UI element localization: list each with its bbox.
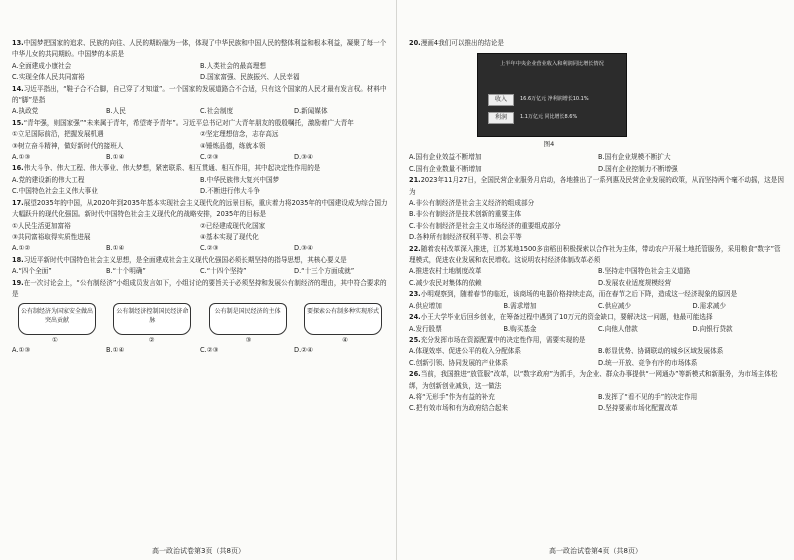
option-d[interactable]: D.新闻媒体: [294, 107, 328, 116]
question-23: [409, 289, 787, 300]
question-17-options: [12, 243, 388, 254]
option-a[interactable]: A.党的建设新的伟大工程: [12, 175, 85, 184]
statement-item: ③树立奋斗精神，做好新时代的接班人: [12, 141, 124, 150]
question-26: [409, 369, 787, 392]
question-18-options: [12, 266, 388, 277]
option-d[interactable]: D.③④: [294, 153, 313, 162]
question-stem: 小明观察到，随着春节的临近，该商场的电器价格持续走高，而在春节之后下降，造成这一经济现象的原因是: [420, 290, 738, 299]
question-19: [12, 278, 388, 301]
option-a[interactable]: A.①③: [12, 153, 31, 162]
question-20: [409, 38, 787, 49]
option-c[interactable]: C.实现全体人民共同富裕: [12, 73, 85, 82]
option-d[interactable]: D.国家富强、民族振兴、人民幸福: [200, 73, 300, 82]
option-b[interactable]: B.国有企业规模不断扩大: [598, 153, 671, 162]
question-number: 22.: [409, 244, 421, 253]
question-21: [409, 175, 787, 198]
question-17: [12, 198, 388, 221]
option-d[interactable]: D.各种所有制经济权利平等、机会平等: [409, 233, 522, 242]
revenue-label: 收入: [488, 94, 514, 106]
question-number: 18.: [12, 255, 24, 264]
option-d[interactable]: D.不断进行伟大斗争: [200, 187, 260, 196]
question-15-options: [12, 152, 388, 163]
statement-item: ①立足国际前沿，把握发展机遇: [12, 130, 104, 139]
option-d[interactable]: D.统一开放、竞争有序的市场体系: [598, 358, 698, 367]
scroll-numbers: [12, 336, 388, 345]
option-d[interactable]: D.③④: [294, 244, 313, 253]
question-number: 23.: [409, 290, 421, 299]
option-b[interactable]: B.人民: [106, 107, 126, 116]
revenue-value: 16.6万亿元 净利润增长10.1%: [520, 96, 589, 103]
question-number: 20.: [409, 39, 421, 47]
option-d[interactable]: D.发展农业适度规模经营: [598, 278, 672, 287]
option-a[interactable]: A.①②: [12, 244, 31, 253]
figure-caption: 图4: [543, 140, 555, 149]
question-number: 16.: [12, 164, 24, 173]
question-stem: 2023年11月27日，全国民营企业服务月启动，各地推出了一系列惠及民营企业发展的政策，从而坚持两个毫不动摇，这是因为: [409, 176, 784, 196]
statement-item: ①人民生活更加富裕: [12, 221, 71, 230]
question-number: 15.: [12, 118, 24, 127]
option-c[interactable]: C.②③: [200, 153, 219, 162]
question-20-options: [409, 152, 787, 175]
scroll-box: 要探索公有制多种实现形式: [304, 303, 382, 335]
scroll-box: 公有制经济为国家安全做出突出贡献: [18, 303, 96, 335]
page-footer: 高一政治试卷第4页（共8页）: [549, 547, 642, 555]
question-stem: 小王大学毕业后回乡创业，在筹备过程中遇到了10万元的资金缺口，要解决这一问题，他最可能选择: [420, 313, 713, 322]
option-b[interactable]: B.发挥了“看不见的手”的决定作用: [598, 392, 698, 401]
question-15: [12, 118, 388, 129]
statement-item: ④锤炼品德，练就本领: [200, 141, 266, 150]
question-16-options: [12, 175, 388, 198]
option-b[interactable]: B.①④: [106, 153, 125, 162]
question-stem: 展望2035年的中国，从2020年到2035年基本实现社会主义现代化的远景目标，重庆着力将2035年的中国建设成为综合国力大幅跃升的现代化强国。新时代中国特色社会主义现代化的战略安排，2035年的目标是: [12, 198, 388, 219]
question-13: [12, 38, 388, 61]
option-c[interactable]: C.非公有制经济是社会主义市场经济的重要组成部分: [409, 221, 561, 230]
option-c[interactable]: C.社会制度: [200, 107, 234, 116]
question-19-options: [12, 345, 388, 356]
question-stem: 漫画4我们可以推出的结论是: [420, 39, 505, 47]
option-c[interactable]: C.中国特色社会主义伟大事业: [12, 187, 98, 196]
question-16: [12, 163, 388, 174]
question-14-options: [12, 106, 388, 117]
circle-number: ④: [342, 336, 348, 345]
option-c[interactable]: C.②③: [200, 346, 219, 355]
statement-item: ②坚定理想信念，志存高远: [200, 130, 279, 139]
option-a[interactable]: A.推进农村土地制度改革: [409, 267, 482, 276]
option-a[interactable]: A.执政党: [12, 107, 39, 116]
question-13-options: [12, 61, 388, 84]
question-number: 26.: [409, 370, 421, 379]
profit-value: 1.1万亿元 同比增长8.6%: [520, 114, 578, 121]
question-14: [12, 84, 388, 107]
option-c[interactable]: C.②③: [200, 244, 219, 253]
question-stem: 在一次讨论会上，“公有制经济”小组成员发言如下，小组讨论的要旨关于必须坚持和发展公有制经济的理由，其中符合要求的是: [12, 278, 387, 298]
scroll-box: 公有制经济控制国民经济命脉: [113, 303, 191, 335]
figure-title: 上半年中央企业营业收入和利润同比增长情况: [500, 61, 604, 68]
option-b[interactable]: B.购买基金: [503, 324, 537, 333]
question-stem: 充分发挥市场在资源配置中的决定性作用，需要实现的是: [420, 335, 586, 344]
question-26-options: [409, 392, 787, 415]
option-b[interactable]: B.人类社会的最高理想: [200, 61, 266, 70]
statement-item: ④基本实现了现代化: [200, 232, 259, 241]
circle-number: ①: [52, 336, 58, 345]
question-number: 14.: [12, 84, 24, 93]
option-c[interactable]: C.把有效市场和有为政府结合起来: [409, 404, 509, 413]
question-stem: 中国梦把国家的追求、民族的向往、人民的期盼融为一体，体现了中华民族和中国人民的整体利益和根本利益，凝聚了每一个中华儿女的共同期盼。中国梦的本质是: [12, 39, 387, 59]
page-right: [397, 0, 794, 560]
question-stem: 习近平新时代中国特色社会主义思想，是全面建成社会主义现代化强国必须长期坚持的指导思想，其核心要义是: [23, 255, 347, 264]
question-stem: 习近平指出，“鞋子合不合脚，自己穿了才知道”。一个国家的发展道路合不合适，只有这个国家的人民才最有发言权。材料中的“脚”是指: [12, 84, 387, 105]
question-number: 13.: [12, 39, 24, 47]
question-stem: 随着农村改革深入推进，江苏某地1500多亩稻田积极探索以合作社为主体，带动农户开展土地托管服务，采用粮食“数字”管理模式，促进农业发展和农民增收。这说明农村经济体制改革必须: [409, 244, 781, 265]
statement-item: ③共同富裕取得实质性进展: [12, 232, 91, 241]
option-c[interactable]: C.国有企业数量不断增加: [409, 164, 482, 173]
option-b[interactable]: B.需求增加: [503, 301, 537, 310]
option-a[interactable]: A.供应增加: [409, 301, 442, 310]
option-b[interactable]: B.“十个明确”: [106, 267, 146, 276]
option-a[interactable]: A.国有企业效益不断增加: [409, 153, 482, 162]
option-b[interactable]: B.①④: [106, 244, 125, 253]
question-24-options: [409, 324, 787, 335]
option-d[interactable]: D.需求减少: [692, 301, 727, 310]
question-number: 17.: [12, 198, 24, 207]
option-c[interactable]: C.供应减少: [598, 301, 632, 310]
question-21-options: [409, 198, 787, 244]
option-b[interactable]: B.坚持走中国特色社会主义道路: [598, 267, 691, 276]
question-stem: 当前，我国推进“放管服”改革，以“数字政府”为抓手，为企业、群众办事提供“一网通办”等新模式和新服务，为市场主体松绑，为创新创业减负，这一做法: [409, 370, 778, 390]
option-b[interactable]: B.彰显优势、协调联动的城乡区域发展体系: [598, 347, 724, 356]
question-18: [12, 255, 388, 266]
option-a[interactable]: A.①③: [12, 346, 31, 355]
option-d[interactable]: D.坚持要素市场化配置改革: [598, 404, 678, 413]
question-24: [409, 312, 787, 323]
option-b[interactable]: B.中华民族伟大复兴中国梦: [200, 175, 280, 184]
option-d[interactable]: D.“十三个方面成就”: [294, 267, 355, 276]
option-a[interactable]: A.体现效率、促进公平的收入分配体系: [409, 347, 521, 356]
statement-item: ②已经建成现代化国家: [200, 221, 266, 230]
profit-label: 利润: [488, 112, 514, 124]
question-stem: “青年强，则国家强”“未来属于青年，希望寄予青年”。习近平总书记对广大青年朋友的殷殷嘱托，激励着广大青年: [23, 118, 354, 127]
scroll-box: 公有制是国民经济的主体: [209, 303, 287, 335]
question-stem: 伟大斗争、伟大工程、伟大事业、伟大梦想，紧密联系、相互贯通、相互作用，其中起决定性作用的是: [23, 164, 321, 173]
question-25: [409, 335, 787, 346]
question-25-options: [409, 346, 787, 369]
circle-number: ②: [148, 336, 155, 345]
question-number: 19.: [12, 278, 24, 287]
figure-4-cartoon: [477, 53, 627, 137]
option-a[interactable]: A.发行股票: [409, 324, 442, 333]
option-a[interactable]: A.全面建成小康社会: [12, 61, 72, 70]
page-footer: 高一政治试卷第3页（共8页）: [152, 547, 245, 555]
option-c[interactable]: C.减少农民对集体的依赖: [409, 278, 482, 287]
question-23-options: [409, 301, 787, 312]
option-d[interactable]: D.向银行贷款: [692, 324, 733, 333]
question-17-items: [12, 221, 388, 244]
option-b[interactable]: B.非公有制经济是技术创新的重要主体: [409, 210, 522, 219]
page-right-content: [409, 38, 787, 415]
option-a[interactable]: A.“四个全面”: [12, 267, 52, 276]
option-d[interactable]: D.②④: [294, 346, 313, 355]
circle-number: ③: [245, 336, 252, 345]
option-a[interactable]: A.非公有制经济是社会主义经济的组成部分: [409, 199, 535, 208]
option-c[interactable]: C.创新引领、协同发展的产业体系: [409, 358, 509, 367]
option-c[interactable]: C.向他人借款: [598, 324, 638, 333]
option-b[interactable]: B.①④: [106, 346, 125, 355]
option-d[interactable]: D.国有企业控制力不断增强: [598, 164, 678, 173]
question-number: 25.: [409, 335, 421, 344]
question-number: 24.: [409, 313, 421, 322]
scroll-diagram: [12, 303, 388, 335]
option-a[interactable]: A.将“无形手”作为有益的补充: [409, 392, 495, 401]
question-22-options: [409, 266, 787, 289]
page-left-content: [12, 38, 388, 357]
question-15-items: [12, 129, 388, 152]
option-c[interactable]: C.“十四个坚持”: [200, 267, 247, 276]
question-number: 21.: [409, 176, 421, 185]
question-22: [409, 244, 787, 267]
